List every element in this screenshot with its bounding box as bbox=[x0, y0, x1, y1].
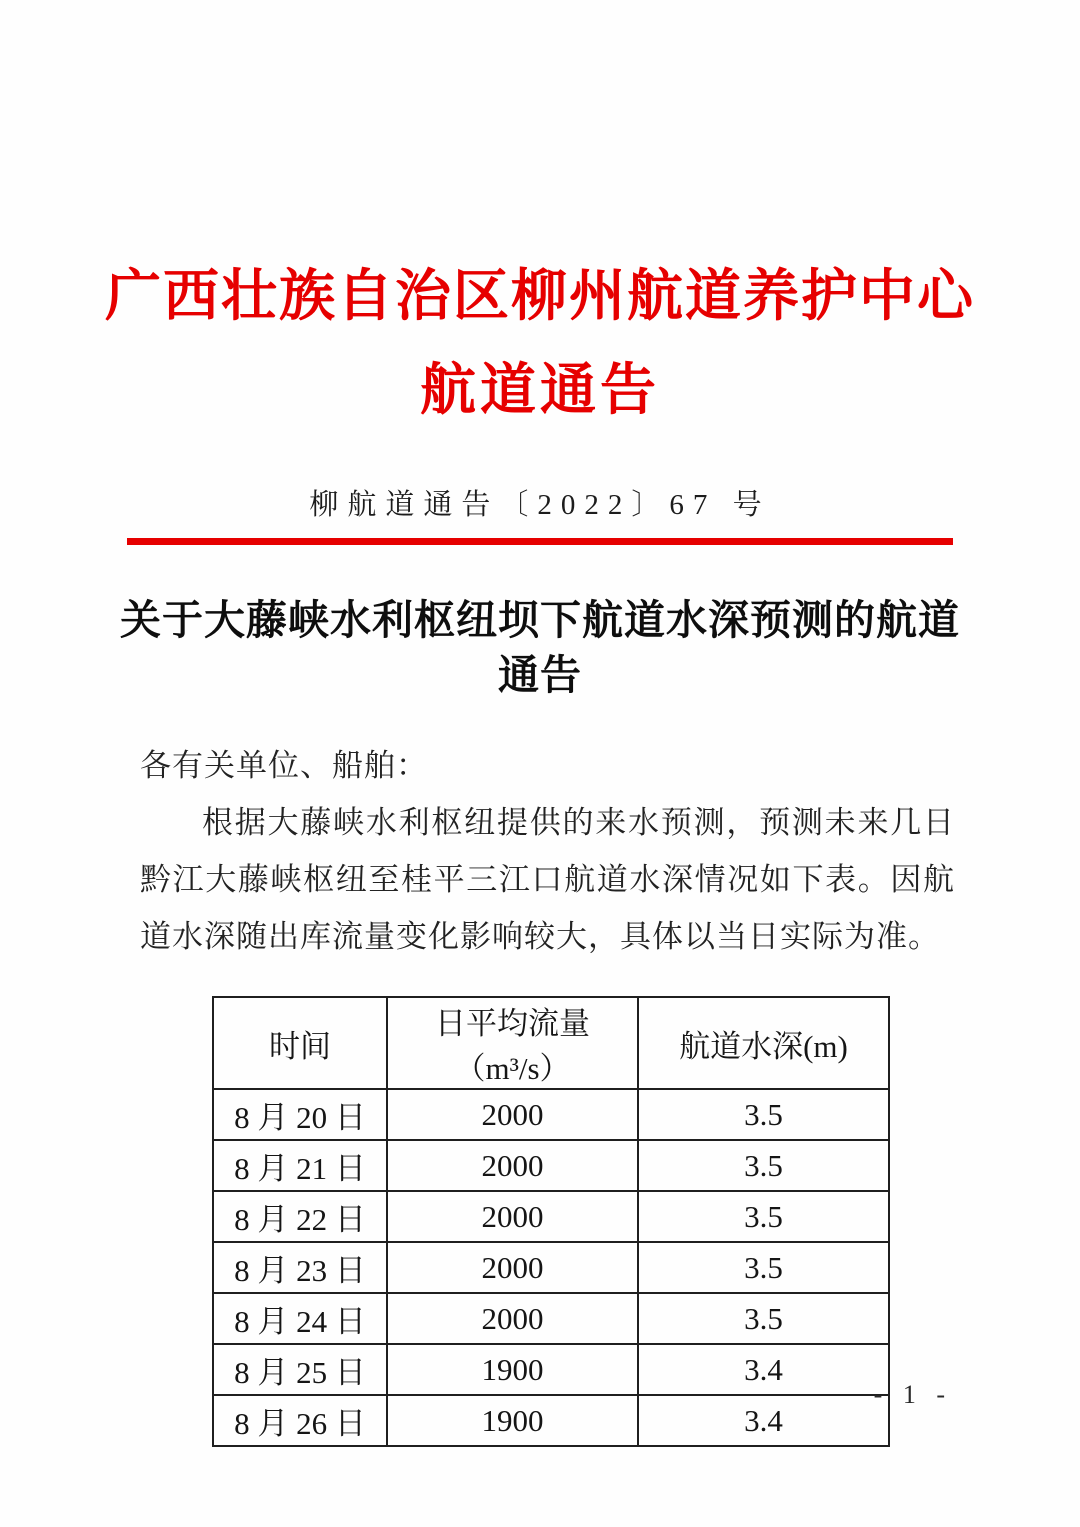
table-cell: 3.4 bbox=[638, 1395, 889, 1446]
table-row bbox=[213, 1242, 889, 1293]
water-depth-forecast-table bbox=[212, 996, 890, 1447]
table-cell: 8 月 22 日 bbox=[213, 1191, 387, 1242]
table-cell: 8 月 23 日 bbox=[213, 1242, 387, 1293]
table-cell: 3.5 bbox=[638, 1242, 889, 1293]
table-cell: 8 月 25 日 bbox=[213, 1344, 387, 1395]
subject-heading-line1: 关于大藤峡水利枢纽坝下航道水深预测的航道 bbox=[120, 597, 960, 643]
table-row bbox=[213, 1191, 889, 1242]
table-header-cell: 航道水深(m) bbox=[638, 997, 889, 1089]
subject-heading-line2: 通告 bbox=[498, 652, 582, 698]
document-header bbox=[0, 0, 1080, 438]
page-number: - 1 - bbox=[873, 1380, 952, 1409]
table-header-row bbox=[213, 997, 889, 1089]
red-divider-rule bbox=[127, 538, 953, 545]
table-header-row bbox=[213, 997, 889, 1089]
table-row bbox=[213, 1395, 889, 1446]
table-cell: 3.5 bbox=[638, 1293, 889, 1344]
table-cell: 2000 bbox=[387, 1191, 638, 1242]
body-paragraph: 根据大藤峡水利枢纽提供的来水预测，预测未来几日黔江大藤峡枢纽至桂平三江口航道水深情况如下表。因航道水深随出库流量变化影响较大，具体以当日实际为准。 bbox=[140, 805, 955, 954]
table-cell: 2000 bbox=[387, 1293, 638, 1344]
table-cell: 2000 bbox=[387, 1089, 638, 1140]
table-cell: 8 月 26 日 bbox=[213, 1395, 387, 1446]
table-cell: 8 月 24 日 bbox=[213, 1293, 387, 1344]
table-row bbox=[213, 1089, 889, 1140]
table-header-cell: 日平均流量（m³/s） bbox=[387, 997, 638, 1089]
table-row bbox=[213, 1140, 889, 1191]
table-cell: 3.4 bbox=[638, 1344, 889, 1395]
table-header-cell: 时间 bbox=[213, 997, 387, 1089]
table-cell: 2000 bbox=[387, 1140, 638, 1191]
salutation: 各有关单位、船舶： bbox=[140, 748, 428, 783]
table-cell: 3.5 bbox=[638, 1191, 889, 1242]
table-cell: 3.5 bbox=[638, 1140, 889, 1191]
organization-title: 广西壮族自治区柳州航道养护中心 bbox=[105, 266, 975, 328]
table-body bbox=[213, 1089, 889, 1446]
table-cell: 8 月 20 日 bbox=[213, 1089, 387, 1140]
body-text bbox=[140, 737, 955, 965]
table-cell: 3.5 bbox=[638, 1089, 889, 1140]
document-number: 柳航道通告〔2022〕67 号 bbox=[309, 489, 771, 521]
notice-type-title: 航道通告 bbox=[420, 360, 660, 422]
table-cell: 1900 bbox=[387, 1344, 638, 1395]
table-row bbox=[213, 1344, 889, 1395]
table-cell: 1900 bbox=[387, 1395, 638, 1446]
table-cell: 2000 bbox=[387, 1242, 638, 1293]
table-row bbox=[213, 1293, 889, 1344]
table-cell: 8 月 21 日 bbox=[213, 1140, 387, 1191]
subject-heading bbox=[0, 593, 1080, 703]
